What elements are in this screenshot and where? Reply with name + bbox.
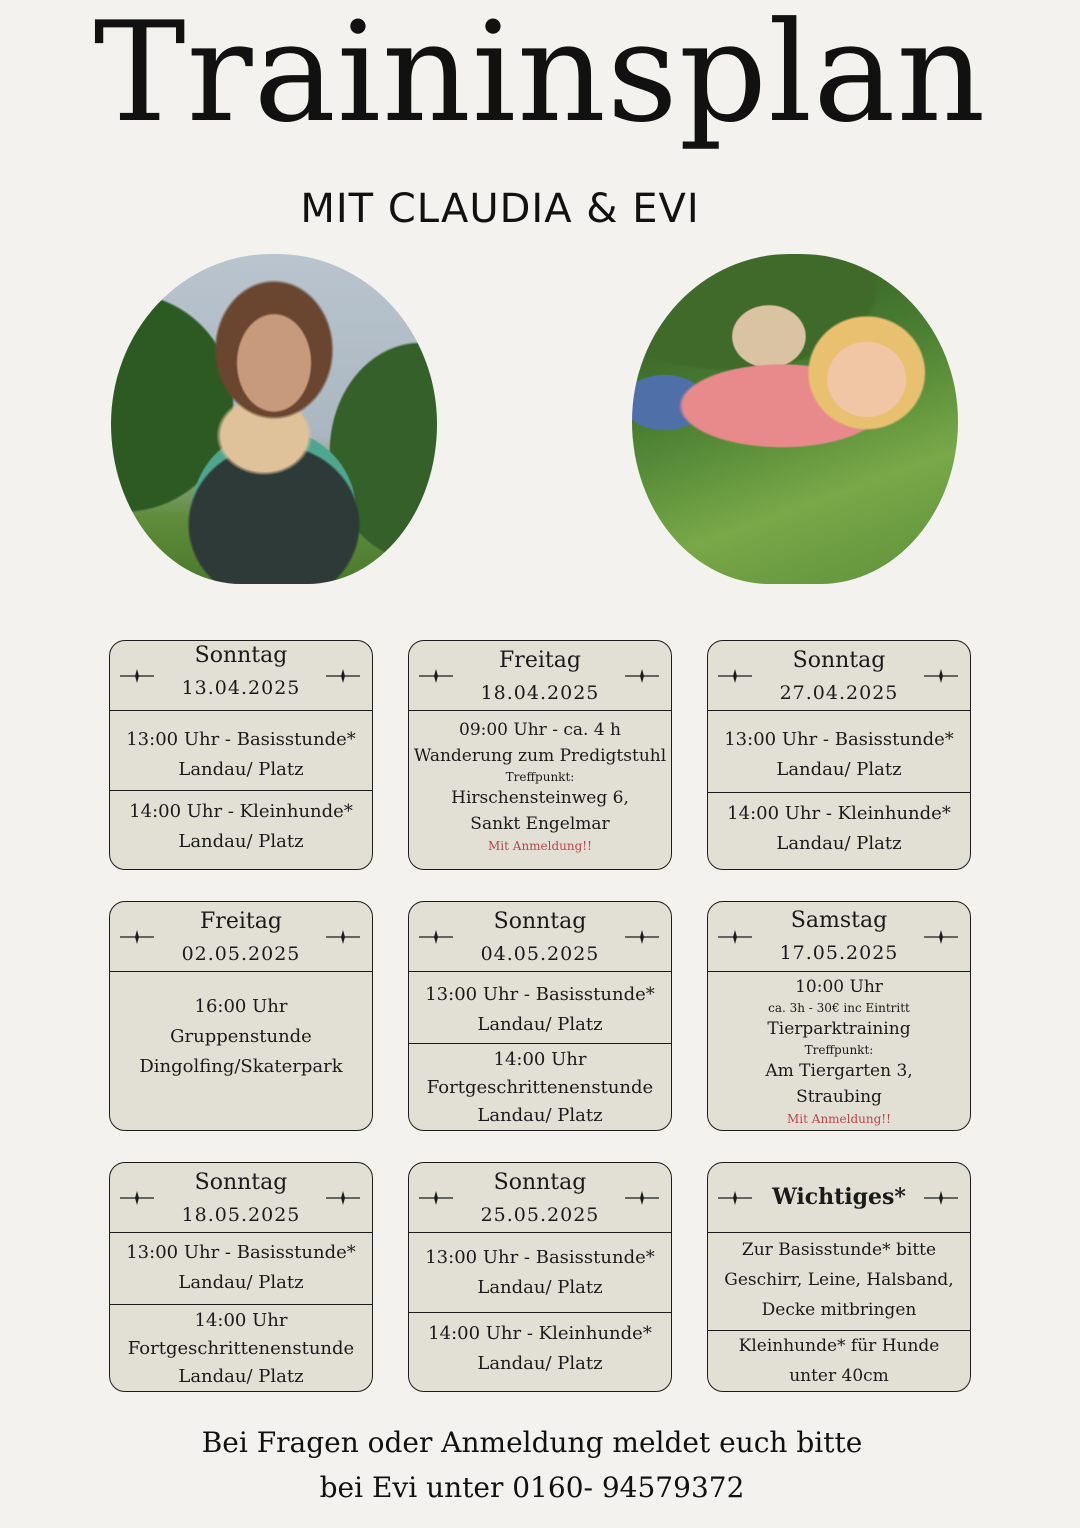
meeting-label: Treffpunkt:: [804, 1043, 874, 1057]
session-location: Landau/ Platz: [776, 759, 902, 780]
session-title: Fortgeschrittenenstunde: [426, 1077, 654, 1098]
info-line: unter 40cm: [789, 1366, 889, 1386]
card-day: Sonntag: [194, 643, 288, 668]
info-small-dogs: [708, 1331, 970, 1392]
session-time: 14:00 Uhr: [493, 1049, 587, 1070]
sparkle-icon: [924, 929, 958, 945]
card-day: Freitag: [200, 909, 282, 934]
event-location: Dingolfing/Skaterpark: [139, 1056, 343, 1077]
info-line: Geschirr, Leine, Halsband,: [724, 1270, 954, 1290]
event-time: 16:00 Uhr: [194, 996, 288, 1017]
card-date: 17.05.2025: [779, 942, 899, 964]
card-event: [409, 717, 671, 855]
sparkle-icon: [625, 929, 659, 945]
card-header: [708, 1163, 970, 1233]
card-day: Sonntag: [792, 648, 886, 673]
card-date: 18.04.2025: [480, 682, 600, 704]
card-header: [409, 902, 671, 972]
card-day: Sonntag: [194, 1170, 288, 1195]
sparkle-icon: [924, 1190, 958, 1206]
event-address: Hirschensteinweg 6,: [451, 788, 629, 808]
photo-claudia: [111, 254, 437, 584]
card-header: [110, 902, 372, 972]
event-time: 09:00 Uhr - ca. 4 h: [459, 720, 621, 740]
session-time: 13:00 Uhr - Basisstunde*: [126, 729, 356, 750]
schedule-card-04-05: [408, 901, 672, 1131]
schedule-card-13-04: [109, 640, 373, 870]
card-day: Samstag: [790, 908, 888, 933]
info-line: Zur Basisstunde* bitte: [741, 1240, 937, 1260]
card-header: [409, 1163, 671, 1233]
event-time: 10:00 Uhr: [795, 977, 883, 997]
schedule-card-27-04: [707, 640, 971, 870]
event-price: ca. 3h - 30€ inc Eintritt: [768, 1001, 910, 1015]
card-day: Sonntag: [493, 909, 587, 934]
session-time: 13:00 Uhr - Basisstunde*: [724, 729, 954, 750]
sparkle-icon: [625, 1190, 659, 1206]
contact-line-1: Bei Fragen oder Anmeldung meldet euch bitte: [201, 1426, 863, 1459]
schedule-card-17-05: [707, 901, 971, 1131]
card-date: 25.05.2025: [480, 1204, 600, 1226]
card-header: [110, 1163, 372, 1233]
card-day: Sonntag: [493, 1170, 587, 1195]
contact-line-2: bei Evi unter 0160- 94579372: [319, 1471, 745, 1504]
session-title: Fortgeschrittenenstunde: [127, 1338, 355, 1359]
card-date: 27.04.2025: [779, 682, 899, 704]
event-title: Gruppenstunde: [170, 1026, 312, 1047]
sparkle-icon: [924, 668, 958, 684]
session-time: 13:00 Uhr - Basisstunde*: [425, 1247, 655, 1268]
event-address: Am Tiergarten 3,: [765, 1061, 913, 1081]
page-title: Traininsplan: [93, 0, 987, 153]
card-title: Wichtiges*: [772, 1184, 906, 1210]
card-session: [409, 972, 671, 1044]
card-date: 13.04.2025: [181, 677, 301, 699]
card-header: [110, 641, 372, 711]
sparkle-icon: [326, 668, 360, 684]
session-time: 14:00 Uhr: [194, 1310, 288, 1331]
info-equipment: [708, 1233, 970, 1331]
card-day: Freitag: [499, 648, 581, 673]
info-line: Decke mitbringen: [761, 1300, 917, 1320]
session-location: Landau/ Platz: [178, 759, 304, 780]
card-event: [110, 992, 372, 1082]
photo-evi: [632, 254, 958, 584]
session-location: Landau/ Platz: [477, 1014, 603, 1035]
event-city: Straubing: [796, 1087, 882, 1107]
registration-note: Mit Anmeldung!!: [787, 1112, 891, 1126]
sparkle-icon: [625, 668, 659, 684]
event-title: Wanderung zum Predigtstuhl: [413, 746, 667, 766]
event-title: Tierparktraining: [767, 1019, 911, 1039]
card-session: [110, 1233, 372, 1305]
schedule-card-18-05: [109, 1162, 373, 1392]
info-line: Kleinhunde* für Hunde: [738, 1336, 940, 1356]
card-session: [708, 711, 970, 793]
card-date: 04.05.2025: [480, 943, 600, 965]
page-subtitle: MIT CLAUDIA & EVI: [300, 186, 700, 232]
card-header: [708, 641, 970, 711]
card-session: [409, 1313, 671, 1392]
session-location: Landau/ Platz: [178, 1366, 304, 1387]
schedule-card-25-05: [408, 1162, 672, 1392]
important-info-card: [707, 1162, 971, 1392]
card-session: [409, 1233, 671, 1313]
session-time: 14:00 Uhr - Kleinhunde*: [129, 801, 353, 822]
card-session: [409, 1044, 671, 1131]
sparkle-icon: [326, 1190, 360, 1206]
event-city: Sankt Engelmar: [470, 814, 610, 834]
meeting-label: Treffpunkt:: [505, 770, 575, 784]
session-location: Landau/ Platz: [776, 833, 902, 854]
card-date: 02.05.2025: [181, 943, 301, 965]
session-time: 14:00 Uhr - Kleinhunde*: [428, 1323, 652, 1344]
session-location: Landau/ Platz: [477, 1105, 603, 1126]
session-location: Landau/ Platz: [477, 1277, 603, 1298]
card-header: [708, 902, 970, 972]
session-location: Landau/ Platz: [178, 1272, 304, 1293]
session-time: 14:00 Uhr - Kleinhunde*: [727, 803, 951, 824]
session-location: Landau/ Platz: [178, 831, 304, 852]
session-location: Landau/ Platz: [477, 1353, 603, 1374]
card-session: [110, 791, 372, 870]
card-session: [110, 711, 372, 791]
card-event: [708, 974, 970, 1128]
registration-note: Mit Anmeldung!!: [488, 839, 592, 853]
sparkle-icon: [326, 929, 360, 945]
schedule-card-18-04: [408, 640, 672, 870]
card-date: 18.05.2025: [181, 1204, 301, 1226]
card-header: [409, 641, 671, 711]
card-session: [708, 793, 970, 870]
session-time: 13:00 Uhr - Basisstunde*: [126, 1242, 356, 1263]
card-session: [110, 1305, 372, 1392]
schedule-card-02-05: [109, 901, 373, 1131]
session-time: 13:00 Uhr - Basisstunde*: [425, 984, 655, 1005]
